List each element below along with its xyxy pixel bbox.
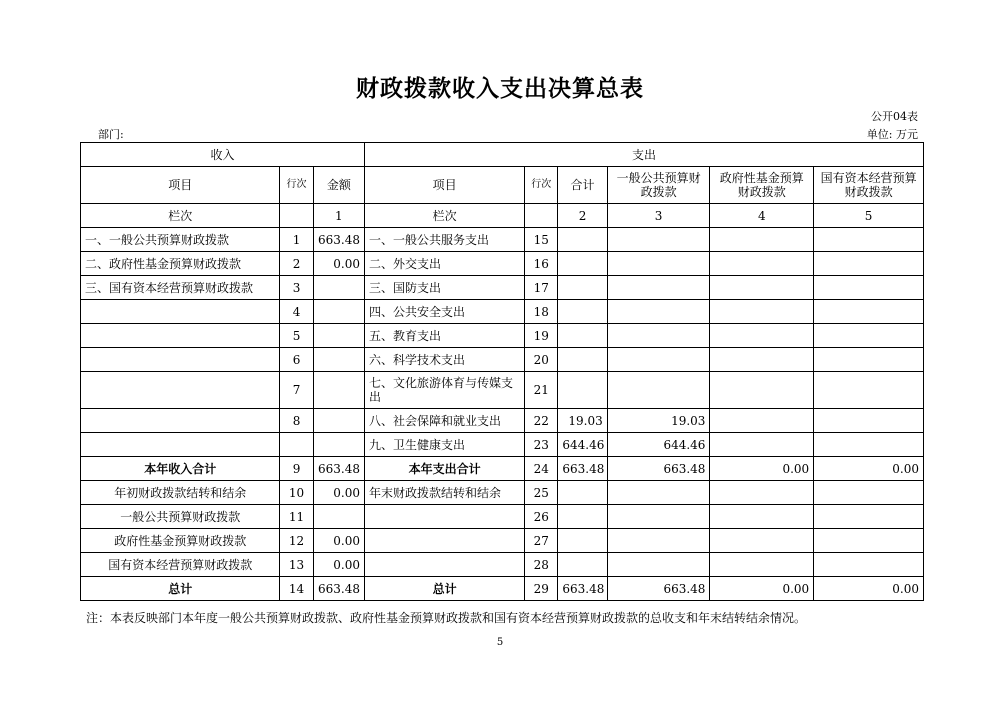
- income-line-cell: 9: [280, 457, 313, 481]
- table-row: [81, 481, 924, 505]
- fund-budget-cell: [710, 276, 814, 300]
- expense-total-cell: [558, 553, 607, 577]
- fund-budget-cell: [710, 553, 814, 577]
- income-line-cell: 11: [280, 505, 313, 529]
- income-amount-header: 金额: [313, 167, 364, 204]
- expense-total-cell: [558, 529, 607, 553]
- income-line-blank: [280, 204, 313, 228]
- column-number-row: [81, 204, 924, 228]
- header-row-columns: [81, 167, 924, 204]
- fund-budget-cell: [710, 529, 814, 553]
- state-capital-cell: [814, 372, 924, 409]
- expense-line-cell: 29: [525, 577, 558, 601]
- expense-item-cell: 五、教育支出: [365, 324, 525, 348]
- income-line-header: 行次: [280, 167, 313, 204]
- income-item-cell: [81, 409, 280, 433]
- table-row: [81, 505, 924, 529]
- income-line-cell: 5: [280, 324, 313, 348]
- expense-line-cell: 27: [525, 529, 558, 553]
- expense-line-cell: 20: [525, 348, 558, 372]
- expense-item-cell: 一、一般公共服务支出: [365, 228, 525, 252]
- income-item-cell: [81, 324, 280, 348]
- expense-total-cell: [558, 324, 607, 348]
- income-amount-cell: [313, 372, 364, 409]
- general-budget-cell: [607, 276, 710, 300]
- expense-total-cell: [558, 481, 607, 505]
- income-line-cell: 7: [280, 372, 313, 409]
- income-item-header: 项目: [81, 167, 280, 204]
- expense-total-cell: [558, 348, 607, 372]
- income-line-cell: 4: [280, 300, 313, 324]
- income-amount-cell: [313, 348, 364, 372]
- col-3-number: 3: [607, 204, 710, 228]
- expense-header: 支出: [365, 143, 924, 167]
- department-label: 部门:: [98, 128, 124, 141]
- expense-item-cell: 二、外交支出: [365, 252, 525, 276]
- table-row: [81, 577, 924, 601]
- general-budget-header: 一般公共预算财政拨款: [607, 167, 710, 204]
- expense-total-cell: 663.48: [558, 577, 607, 601]
- state-capital-cell: [814, 529, 924, 553]
- general-budget-cell: [607, 324, 710, 348]
- expense-item-cell: 九、卫生健康支出: [365, 433, 525, 457]
- income-line-cell: [280, 433, 313, 457]
- table-row: [81, 252, 924, 276]
- income-amount-cell: [313, 324, 364, 348]
- table-row: [81, 433, 924, 457]
- general-budget-cell: [607, 505, 710, 529]
- expense-total-cell: [558, 228, 607, 252]
- general-budget-cell: 644.46: [607, 433, 710, 457]
- expense-item-cell: 四、公共安全支出: [365, 300, 525, 324]
- general-budget-cell: [607, 348, 710, 372]
- table-row: [81, 529, 924, 553]
- income-line-cell: 10: [280, 481, 313, 505]
- table-row: [81, 228, 924, 252]
- income-line-cell: 3: [280, 276, 313, 300]
- expense-line-cell: 28: [525, 553, 558, 577]
- income-amount-cell: 663.48: [313, 457, 364, 481]
- expense-total-cell: [558, 300, 607, 324]
- expense-total-cell: 644.46: [558, 433, 607, 457]
- expense-total-cell: [558, 505, 607, 529]
- state-capital-cell: [814, 228, 924, 252]
- general-budget-cell: [607, 529, 710, 553]
- income-line-cell: 1: [280, 228, 313, 252]
- income-line-cell: 12: [280, 529, 313, 553]
- table-row: [81, 276, 924, 300]
- col-2-number: 2: [558, 204, 607, 228]
- expense-item-cell: [365, 553, 525, 577]
- fund-budget-cell: [710, 228, 814, 252]
- unit-label: 单位: 万元: [866, 128, 918, 141]
- income-amount-cell: [313, 409, 364, 433]
- income-amount-cell: 0.00: [313, 529, 364, 553]
- general-budget-cell: 663.48: [607, 457, 710, 481]
- general-budget-cell: [607, 372, 710, 409]
- state-capital-cell: [814, 348, 924, 372]
- expense-line-cell: 18: [525, 300, 558, 324]
- general-budget-cell: [607, 252, 710, 276]
- table-row: [81, 300, 924, 324]
- expense-item-cell: 本年支出合计: [365, 457, 525, 481]
- state-capital-cell: [814, 252, 924, 276]
- state-capital-cell: [814, 481, 924, 505]
- state-capital-header: 国有资本经营预算财政拨款: [814, 167, 924, 204]
- expense-line-cell: 16: [525, 252, 558, 276]
- general-budget-cell: 19.03: [607, 409, 710, 433]
- income-item-cell: 政府性基金预算财政拨款: [81, 529, 280, 553]
- general-budget-cell: [607, 300, 710, 324]
- state-capital-cell: [814, 324, 924, 348]
- expense-item-cell: 六、科学技术支出: [365, 348, 525, 372]
- table-row: [81, 348, 924, 372]
- expense-line-cell: 25: [525, 481, 558, 505]
- expense-item-header: 项目: [365, 167, 525, 204]
- income-line-cell: 6: [280, 348, 313, 372]
- fund-budget-cell: 0.00: [710, 577, 814, 601]
- income-header: 收入: [81, 143, 365, 167]
- table-row: [81, 372, 924, 409]
- expense-line-header: 行次: [525, 167, 558, 204]
- income-line-cell: 13: [280, 553, 313, 577]
- expense-line-cell: 26: [525, 505, 558, 529]
- expense-item-cell: 总计: [365, 577, 525, 601]
- footnote: 注：本表反映部门本年度一般公共预算财政拨款、政府性基金预算财政拨款和国有资本经营预算财政拨款的总收支和年末结转结余情况。: [86, 611, 807, 625]
- fund-budget-cell: [710, 324, 814, 348]
- expense-total-cell: [558, 372, 607, 409]
- header-row-section: [81, 143, 924, 167]
- state-capital-cell: [814, 409, 924, 433]
- table-row: [81, 409, 924, 433]
- state-capital-cell: [814, 433, 924, 457]
- general-budget-cell: [607, 481, 710, 505]
- expense-total-cell: [558, 252, 607, 276]
- income-amount-cell: [313, 300, 364, 324]
- income-column-label: 栏次: [81, 204, 280, 228]
- col-4-number: 4: [710, 204, 814, 228]
- income-line-cell: 2: [280, 252, 313, 276]
- income-item-cell: 总计: [81, 577, 280, 601]
- state-capital-cell: [814, 300, 924, 324]
- income-item-cell: 本年收入合计: [81, 457, 280, 481]
- general-budget-cell: 663.48: [607, 577, 710, 601]
- fund-budget-cell: [710, 433, 814, 457]
- state-capital-cell: [814, 505, 924, 529]
- general-budget-cell: [607, 228, 710, 252]
- state-capital-cell: 0.00: [814, 457, 924, 481]
- income-amount-cell: [313, 276, 364, 300]
- income-amount-cell: [313, 433, 364, 457]
- income-item-cell: 一般公共预算财政拨款: [81, 505, 280, 529]
- expense-line-cell: 21: [525, 372, 558, 409]
- col-1-number: 1: [313, 204, 364, 228]
- expense-line-blank: [525, 204, 558, 228]
- expense-total-cell: 19.03: [558, 409, 607, 433]
- income-amount-cell: 0.00: [313, 553, 364, 577]
- income-item-cell: [81, 372, 280, 409]
- fund-budget-cell: [710, 372, 814, 409]
- fund-budget-cell: [710, 252, 814, 276]
- income-item-cell: 二、政府性基金预算财政拨款: [81, 252, 280, 276]
- expense-total-cell: 663.48: [558, 457, 607, 481]
- fund-budget-cell: [710, 505, 814, 529]
- income-amount-cell: 0.00: [313, 252, 364, 276]
- income-item-cell: 国有资本经营预算财政拨款: [81, 553, 280, 577]
- expense-item-cell: 八、社会保障和就业支出: [365, 409, 525, 433]
- state-capital-cell: [814, 276, 924, 300]
- expense-line-cell: 19: [525, 324, 558, 348]
- fund-budget-cell: [710, 409, 814, 433]
- income-amount-cell: 0.00: [313, 481, 364, 505]
- expense-line-cell: 17: [525, 276, 558, 300]
- expense-item-cell: 七、文化旅游体育与传媒支出: [365, 372, 525, 409]
- income-item-cell: [81, 300, 280, 324]
- income-item-cell: 年初财政拨款结转和结余: [81, 481, 280, 505]
- expense-line-cell: 22: [525, 409, 558, 433]
- budget-table: [80, 142, 924, 601]
- income-amount-cell: [313, 505, 364, 529]
- fund-budget-cell: [710, 300, 814, 324]
- expense-item-cell: [365, 529, 525, 553]
- table-row: [81, 457, 924, 481]
- expense-line-cell: 24: [525, 457, 558, 481]
- income-item-cell: [81, 348, 280, 372]
- expense-total-header: 合计: [558, 167, 607, 204]
- expense-total-cell: [558, 276, 607, 300]
- expense-item-cell: 年末财政拨款结转和结余: [365, 481, 525, 505]
- col-5-number: 5: [814, 204, 924, 228]
- expense-line-cell: 15: [525, 228, 558, 252]
- fund-budget-cell: 0.00: [710, 457, 814, 481]
- page-title: 财政拨款收入支出决算总表: [356, 76, 644, 102]
- income-item-cell: [81, 433, 280, 457]
- fund-budget-cell: [710, 481, 814, 505]
- fund-budget-header: 政府性基金预算财政拨款: [710, 167, 814, 204]
- fund-budget-cell: [710, 348, 814, 372]
- expense-item-cell: [365, 505, 525, 529]
- expense-line-cell: 23: [525, 433, 558, 457]
- expense-column-label: 栏次: [365, 204, 525, 228]
- state-capital-cell: [814, 553, 924, 577]
- table-row: [81, 324, 924, 348]
- income-amount-cell: 663.48: [313, 577, 364, 601]
- form-number: 公开04表: [871, 110, 918, 123]
- income-item-cell: 三、国有资本经营预算财政拨款: [81, 276, 280, 300]
- table-row: [81, 553, 924, 577]
- state-capital-cell: 0.00: [814, 577, 924, 601]
- income-item-cell: 一、一般公共预算财政拨款: [81, 228, 280, 252]
- income-amount-cell: 663.48: [313, 228, 364, 252]
- page-number: 5: [496, 637, 504, 648]
- income-line-cell: 8: [280, 409, 313, 433]
- income-line-cell: 14: [280, 577, 313, 601]
- general-budget-cell: [607, 553, 710, 577]
- expense-item-cell: 三、国防支出: [365, 276, 525, 300]
